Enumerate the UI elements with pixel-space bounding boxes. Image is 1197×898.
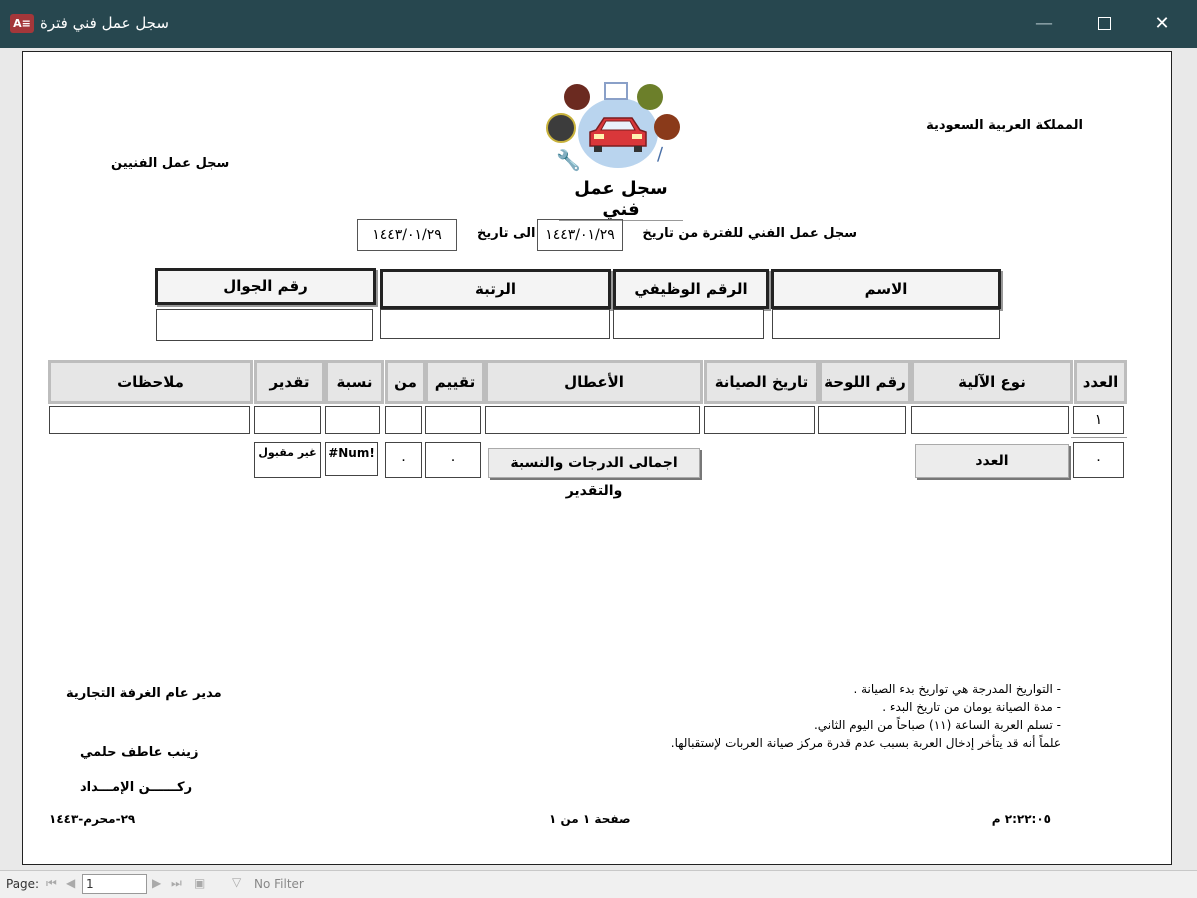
screwdriver-icon: ∕ [657, 144, 664, 165]
evaluation-cell[interactable] [425, 406, 481, 434]
page-label: Page: [6, 877, 40, 891]
col-evaluation: تقييم [425, 360, 485, 404]
window-title: سجل عمل فني فترة [40, 14, 169, 32]
mobile-header: رقم الجوال [155, 268, 376, 305]
faults-cell[interactable] [485, 406, 700, 434]
ratio-cell[interactable] [325, 406, 380, 434]
oil-can-icon [654, 114, 680, 140]
maximize-icon [1098, 17, 1111, 30]
grade-total-cell: غير مقبول [254, 442, 321, 478]
maintenance-date-cell[interactable] [704, 406, 815, 434]
row-number-cell: ١ [1073, 406, 1124, 434]
page-number-input[interactable]: 1 [82, 874, 147, 894]
from-cell[interactable] [385, 406, 422, 434]
col-plate: رقم اللوحة [819, 360, 911, 404]
minimize-button[interactable]: — [1035, 13, 1053, 34]
print-date: ٢٩-محرم-١٤٤٣ [49, 812, 136, 826]
from-total-cell: ٠ [385, 442, 422, 478]
to-date-label: الى تاريخ [477, 226, 536, 241]
kingdom-label: المملكة العربية السعودية [926, 118, 1083, 133]
col-faults: الأعطال [485, 360, 703, 404]
print-time: ٢:٢٢:٠٥ م [991, 812, 1051, 826]
lift-icon [604, 82, 628, 100]
col-grade: تقدير [254, 360, 325, 404]
next-record-icon[interactable]: ▶ [152, 876, 162, 890]
employee-no-header: الرقم الوظيفي [613, 269, 769, 309]
grade-cell[interactable] [254, 406, 321, 434]
rank-value[interactable] [380, 309, 610, 339]
logo-title: سجل عمل فني [559, 178, 683, 221]
new-record-icon[interactable]: ▣ [194, 876, 206, 890]
close-button[interactable]: ✕ [1154, 13, 1170, 34]
technicians-log-label: سجل عمل الفنيين [111, 156, 230, 171]
col-count: العدد [1074, 360, 1127, 404]
col-notes: ملاحظات [48, 360, 253, 404]
ratio-total-cell: #Num! [325, 442, 378, 476]
last-record-icon[interactable]: ⏭ [171, 876, 182, 890]
name-header: الاسم [771, 269, 1001, 309]
note-line-2: - مدة الصيانة يومان من تاريخ البدء . [882, 700, 1061, 714]
note-line-1: - التواريخ المدرجة هي تواريخ بدء الصيانة . [853, 682, 1061, 696]
access-app-icon[interactable]: A≡ [10, 14, 34, 33]
filter-status[interactable]: No Filter [254, 877, 304, 891]
signature-rank: ركــــــن الإمـــداد [80, 780, 193, 795]
note-line-3: - تسلم العربة الساعة (١١) صباحاً من اليوم الثاني. [813, 718, 1061, 732]
signature-title: مدير عام الغرفة التجارية [66, 686, 222, 701]
rank-header: الرتبة [380, 269, 611, 309]
vehicle-type-cell[interactable] [911, 406, 1069, 434]
notes-cell[interactable] [49, 406, 250, 434]
spark-plug-icon [564, 84, 590, 110]
first-record-icon[interactable]: ⏮ [46, 876, 57, 890]
car-icon [586, 112, 650, 156]
evaluation-total-cell: ٠ [425, 442, 481, 478]
col-maintenance-date: تاريخ الصيانة [704, 360, 819, 404]
tools-icon [637, 84, 663, 110]
signature-name: زينب عاطف حلمي [80, 745, 199, 760]
period-label: سجل عمل الفني للفترة من تاريخ [642, 226, 857, 241]
title-bar [0, 0, 1197, 48]
col-from: من [385, 360, 426, 404]
employee-no-value[interactable] [613, 309, 764, 339]
count-button[interactable]: العدد [915, 444, 1069, 478]
gear-icon [546, 113, 576, 143]
page-number: صفحة ١ من ١ [549, 812, 631, 826]
note-line-4: علماً أنه قد يتأخر إدخال العربة بسبب عدم قدرة مركز صيانة العربات لإستقبالها. [670, 736, 1061, 750]
mobile-value[interactable] [156, 309, 373, 341]
count-total-cell: ٠ [1073, 442, 1124, 478]
filter-icon: ▽ [232, 875, 242, 889]
plate-cell[interactable] [818, 406, 906, 434]
status-bar [0, 870, 1197, 898]
col-vehicle-type: نوع الآلية [911, 360, 1073, 404]
wrench-icon: 🔧 [556, 148, 581, 172]
report-page [22, 51, 1172, 865]
prev-record-icon[interactable]: ◀ [66, 876, 76, 890]
row-divider [1071, 437, 1127, 438]
from-date-field[interactable]: ١٤٤٣/٠١/٢٩ [537, 219, 623, 251]
to-date-field[interactable]: ١٤٤٣/٠١/٢٩ [357, 219, 457, 251]
maximize-button[interactable] [1084, 12, 1124, 36]
totals-button[interactable]: اجمالى الدرجات والنسبة والتقدير [488, 448, 700, 478]
name-value[interactable] [772, 309, 1000, 339]
col-ratio: نسبة [325, 360, 384, 404]
